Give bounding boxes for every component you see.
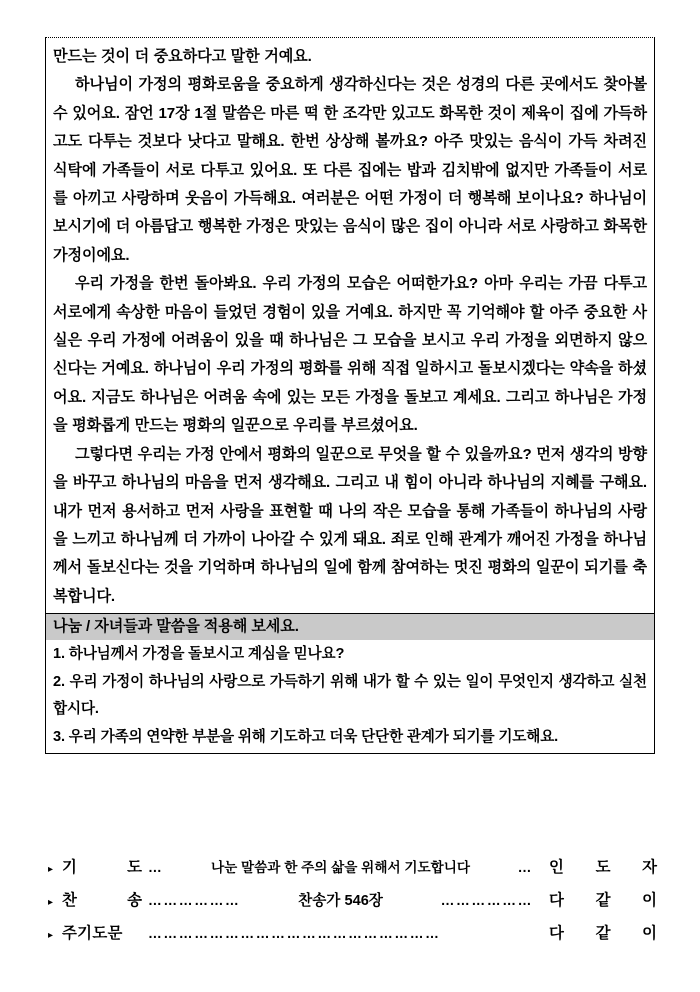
assignee-char: 같 (595, 925, 611, 942)
order-detail-text: 나눈 말씀과 한 주의 삶을 위해서 기도합니다 (210, 860, 471, 875)
order-detail-hymn (142, 885, 539, 917)
question-item: 2. 우리 가정이 하나님의 사랑으로 가득하기 위해 내가 할 수 있는 일이 무엇인지 생각하고 실천합시다. (53, 673, 647, 718)
triangle-right-icon: ▸ (48, 897, 54, 908)
hymn-number-text: 찬송가 546장 (298, 893, 383, 909)
label-char: 기 (62, 859, 77, 876)
label-char: 찬 (62, 892, 77, 909)
label-char: 주기도문 (62, 925, 123, 942)
order-assignee-prayer (539, 852, 657, 883)
order-row-hymn (45, 885, 657, 918)
trailing-dots: ……………… (440, 893, 534, 908)
question-item: 3. 우리 가족의 연약한 부분을 위해 기도하고 더욱 단단한 관계가 되기를 기도해요. (53, 728, 559, 745)
order-row-lords-prayer (45, 918, 657, 951)
label-char: 도 (127, 859, 142, 876)
leader-dots: … (148, 860, 164, 875)
trailing-dots: … (517, 860, 533, 875)
order-label-prayer (62, 852, 142, 883)
assignee-char: 이 (642, 925, 657, 942)
triangle-right-icon: ▸ (48, 930, 54, 941)
question-list (53, 641, 647, 751)
assignee-char: 다 (549, 892, 564, 909)
paragraph-0: 만드는 것이 더 중요하다고 말한 거예요. (53, 48, 312, 65)
paragraph-2: 우리 가정을 한번 돌아봐요. 우리 가정의 모습은 어떠한가요? 아마 우리는 가끔 다투고 서로에게 속상한 마음이 들었던 경험이 있을 거예요. 하지만 꼭 기억해야 할 아주 중요한 사실은 우리 가정에 어려움이 있을 때 하나님은 그 모습을 보시고 우리 가정을 외면하지 않으신다는 거예요. 하나님이 우리 가정의 평화를 위해 직접 일하시고 돌보시겠다는 약속을 하셨어요. 지금도 하나님은 어려움 속에 있는 모든 가정을 돌보고 계세요. 그리고 하나님은 가정을 평화롭게 만드는 평화의 일꾼으로 우리를 부르셨어요. (53, 275, 647, 435)
assignee-char: 자 (642, 859, 657, 876)
sharing-section-header: 나눔 / 자녀들과 말씀을 적용해 보세요. (46, 613, 654, 640)
paragraph-1: 하나님이 가정의 평화로움을 중요하게 생각하신다는 것은 성경의 다른 곳에서도 찾아볼 수 있어요. 잠언 17장 1절 말씀은 마른 떡 한 조각만 있고도 화목한 것이 제육이 집에 가득하고도 다투는 것보다 낫다고 말해요. 한번 상상해 볼까요? 아주 맛있는 음식이 가득 차려진 식탁에 가족들이 서로 다투고 있어요. 또 다른 집에는 밥과 김치밖에 없지만 가족들이 서로를 아끼고 사랑하며 웃음이 가득해요. 여러분은 어떤 가정이 더 행복해 보이나요? 하나님이 보시기에 더 아름답고 행복한 가정은 맛있는 음식이 많은 집이 아니라 서로 사랑하고 화목한 가정이에요. (53, 76, 647, 264)
order-detail-prayer (142, 852, 539, 883)
triangle-right-icon: ▸ (48, 864, 54, 875)
leader-dots: ……………… (148, 893, 241, 908)
lesson-body (53, 43, 647, 611)
lesson-content-box (45, 37, 655, 754)
order-row-prayer (45, 852, 657, 885)
question-item: 1. 하나님께서 가정을 돌보시고 계심을 믿나요? (53, 646, 345, 663)
order-of-service-list (45, 852, 657, 951)
assignee-char: 이 (642, 892, 657, 909)
assignee-char: 같 (595, 892, 611, 909)
order-label-lords-prayer (62, 918, 142, 949)
label-char: 송 (127, 892, 142, 909)
paragraph-3: 그렇다면 우리는 가정 안에서 평화의 일꾼으로 무엇을 할 수 있을까요? 먼저 생각의 방향을 바꾸고 하나님의 마음을 먼저 생각해요. 그리고 내 힘이 아니라 하나님의 지혜를 구해요. 내가 먼저 용서하고 먼저 사랑을 표현할 때 나의 작은 모습을 통해 가족들이 하나님의 사랑을 느끼고 하나님께 더 가까이 나아갈 수 있게 돼요. 죄로 인해 관계가 깨어진 가정을 하나님께서 돌보신다는 것을 기억하며 하나님의 일에 함께 참여하는 멋진 평화의 일꾼이 되기를 축복합니다. (53, 445, 647, 605)
order-label-hymn (62, 885, 142, 916)
assignee-char: 다 (549, 925, 564, 942)
order-assignee-hymn (539, 885, 657, 916)
order-assignee-lords-prayer (539, 918, 657, 949)
leader-dots: ………………………………………………… (148, 926, 441, 941)
assignee-char: 도 (595, 859, 611, 876)
order-detail-lords-prayer (142, 918, 539, 949)
assignee-char: 인 (549, 859, 564, 876)
